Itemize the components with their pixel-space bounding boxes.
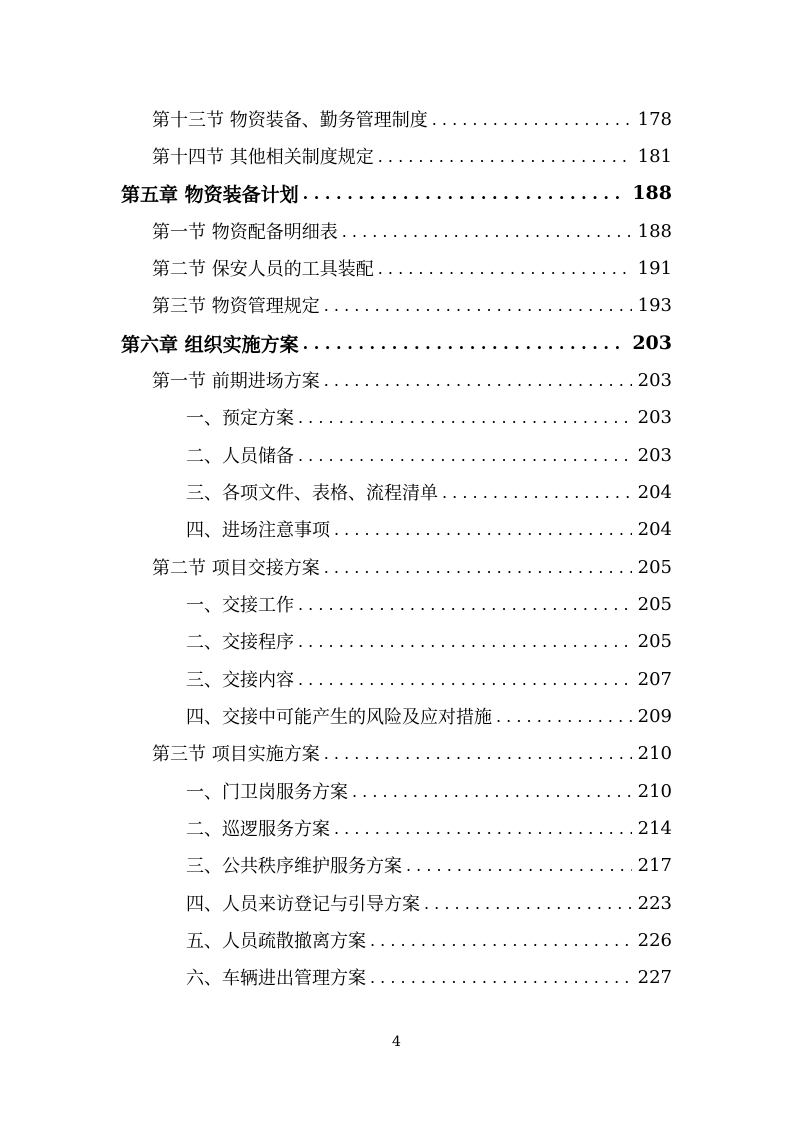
toc-entry[interactable] bbox=[152, 290, 672, 320]
dot-leader bbox=[370, 968, 632, 987]
toc-entry-title: 第十四节 其他相关制度规定 bbox=[152, 147, 374, 168]
dot-leader bbox=[442, 483, 632, 502]
dot-leader bbox=[324, 558, 632, 577]
toc-entry-title: 第二节 保安人员的工具装配 bbox=[152, 259, 374, 280]
dot-leader bbox=[378, 259, 632, 278]
dot-leader bbox=[342, 222, 632, 241]
dot-leader bbox=[298, 670, 632, 689]
dot-leader bbox=[298, 595, 632, 614]
toc-entry-page: 204 bbox=[637, 481, 672, 503]
toc-entry-page: 205 bbox=[637, 593, 672, 615]
toc-entry-title: 第一节 前期进场方案 bbox=[152, 371, 320, 392]
toc-entry-title: 三、交接内容 bbox=[186, 670, 294, 691]
toc-entry-title: 二、巡逻服务方案 bbox=[186, 819, 330, 840]
toc-entry[interactable] bbox=[186, 813, 672, 843]
toc-entry-page: 210 bbox=[637, 780, 672, 802]
toc-entry[interactable] bbox=[152, 552, 672, 582]
toc-entry-page: 210 bbox=[637, 742, 672, 764]
dot-leader bbox=[432, 110, 632, 129]
toc-entry-title: 第六章 组织实施方案 bbox=[121, 333, 299, 356]
toc-entry[interactable] bbox=[186, 664, 672, 694]
toc-entry[interactable] bbox=[152, 253, 672, 283]
toc-entry-title: 四、人员来访登记与引导方案 bbox=[186, 894, 420, 915]
toc-entry-page: 214 bbox=[637, 817, 672, 839]
toc-entry-title: 第二节 项目交接方案 bbox=[152, 558, 320, 579]
toc-entry-title: 二、交接程序 bbox=[186, 632, 294, 653]
toc-entry-page: 209 bbox=[637, 705, 672, 727]
toc-entry-page: 188 bbox=[637, 220, 672, 242]
page-number: 4 bbox=[392, 1034, 401, 1050]
dot-leader bbox=[334, 819, 632, 838]
toc-entry-page: 203 bbox=[632, 332, 672, 354]
toc-entry[interactable] bbox=[186, 925, 672, 955]
dot-leader bbox=[324, 371, 632, 390]
toc-entry[interactable] bbox=[186, 850, 672, 880]
toc-chapter-entry[interactable] bbox=[121, 328, 672, 358]
toc-entry-page: 204 bbox=[637, 518, 672, 540]
dot-leader bbox=[378, 147, 632, 166]
dot-leader bbox=[334, 520, 632, 539]
toc-entry[interactable] bbox=[186, 701, 672, 731]
toc-entry-title: 三、公共秩序维护服务方案 bbox=[186, 856, 402, 877]
toc-entry-page: 188 bbox=[632, 182, 672, 204]
toc-entry[interactable] bbox=[186, 626, 672, 656]
toc-entry-page: 226 bbox=[637, 929, 672, 951]
dot-leader bbox=[352, 782, 632, 801]
toc-entry-page: 203 bbox=[637, 444, 672, 466]
dot-leader bbox=[370, 931, 632, 950]
toc-entry-page: 193 bbox=[637, 294, 672, 316]
toc-entry-title: 六、车辆进出管理方案 bbox=[186, 968, 366, 989]
toc-entry-page: 203 bbox=[637, 369, 672, 391]
dot-leader bbox=[424, 894, 632, 913]
dot-leader bbox=[298, 632, 632, 651]
toc-entry-page: 181 bbox=[637, 145, 672, 167]
toc-entry-title: 第三节 物资管理规定 bbox=[152, 296, 320, 317]
toc-entry[interactable] bbox=[186, 514, 672, 544]
toc-entry-page: 205 bbox=[637, 630, 672, 652]
toc-entry-title: 三、各项文件、表格、流程清单 bbox=[186, 483, 438, 504]
toc-entry-title: 一、门卫岗服务方案 bbox=[186, 782, 348, 803]
toc-entry[interactable] bbox=[152, 216, 672, 246]
toc-entry-page: 191 bbox=[637, 257, 672, 279]
dot-leader bbox=[496, 707, 632, 726]
toc-entry-title: 第三节 项目实施方案 bbox=[152, 744, 320, 765]
toc-entry-page: 223 bbox=[637, 892, 672, 914]
toc-entry-title: 一、预定方案 bbox=[186, 408, 294, 429]
dot-leader bbox=[298, 446, 632, 465]
toc-entry-title: 四、进场注意事项 bbox=[186, 520, 330, 541]
toc-entry-page: 217 bbox=[637, 854, 672, 876]
toc-entry[interactable] bbox=[186, 589, 672, 619]
dot-leader bbox=[324, 744, 632, 763]
toc-entry-title: 第一节 物资配备明细表 bbox=[152, 222, 338, 243]
dot-leader bbox=[324, 296, 632, 315]
dot-leader bbox=[406, 856, 632, 875]
toc-entry-title: 五、人员疏散撤离方案 bbox=[186, 931, 366, 952]
toc-chapter-entry[interactable] bbox=[121, 178, 672, 208]
toc-entry[interactable] bbox=[152, 738, 672, 768]
toc-entry[interactable] bbox=[186, 440, 672, 470]
toc-entry[interactable] bbox=[152, 104, 672, 134]
toc-entry-title: 一、交接工作 bbox=[186, 595, 294, 616]
toc-entry-page: 203 bbox=[637, 406, 672, 428]
toc-entry-title: 二、人员储备 bbox=[186, 446, 294, 467]
toc-entry[interactable] bbox=[186, 888, 672, 918]
toc-entry-page: 178 bbox=[637, 108, 672, 130]
toc-entry[interactable] bbox=[186, 477, 672, 507]
toc-entry-title: 第十三节 物资装备、勤务管理制度 bbox=[152, 110, 428, 131]
toc-entry[interactable] bbox=[186, 962, 672, 992]
dot-leader bbox=[298, 408, 632, 427]
toc-entry-page: 207 bbox=[637, 668, 672, 690]
toc-entry-page: 227 bbox=[637, 966, 672, 988]
toc-entry[interactable] bbox=[152, 365, 672, 395]
toc-entry-page: 205 bbox=[637, 556, 672, 578]
dot-leader bbox=[303, 334, 627, 353]
toc-entry-title: 第五章 物资装备计划 bbox=[121, 183, 299, 206]
toc-entry[interactable] bbox=[152, 141, 672, 171]
toc-entry-title: 四、交接中可能产生的风险及应对措施 bbox=[186, 707, 492, 728]
toc-entry[interactable] bbox=[186, 402, 672, 432]
dot-leader bbox=[303, 184, 627, 203]
toc-entry[interactable] bbox=[186, 776, 672, 806]
